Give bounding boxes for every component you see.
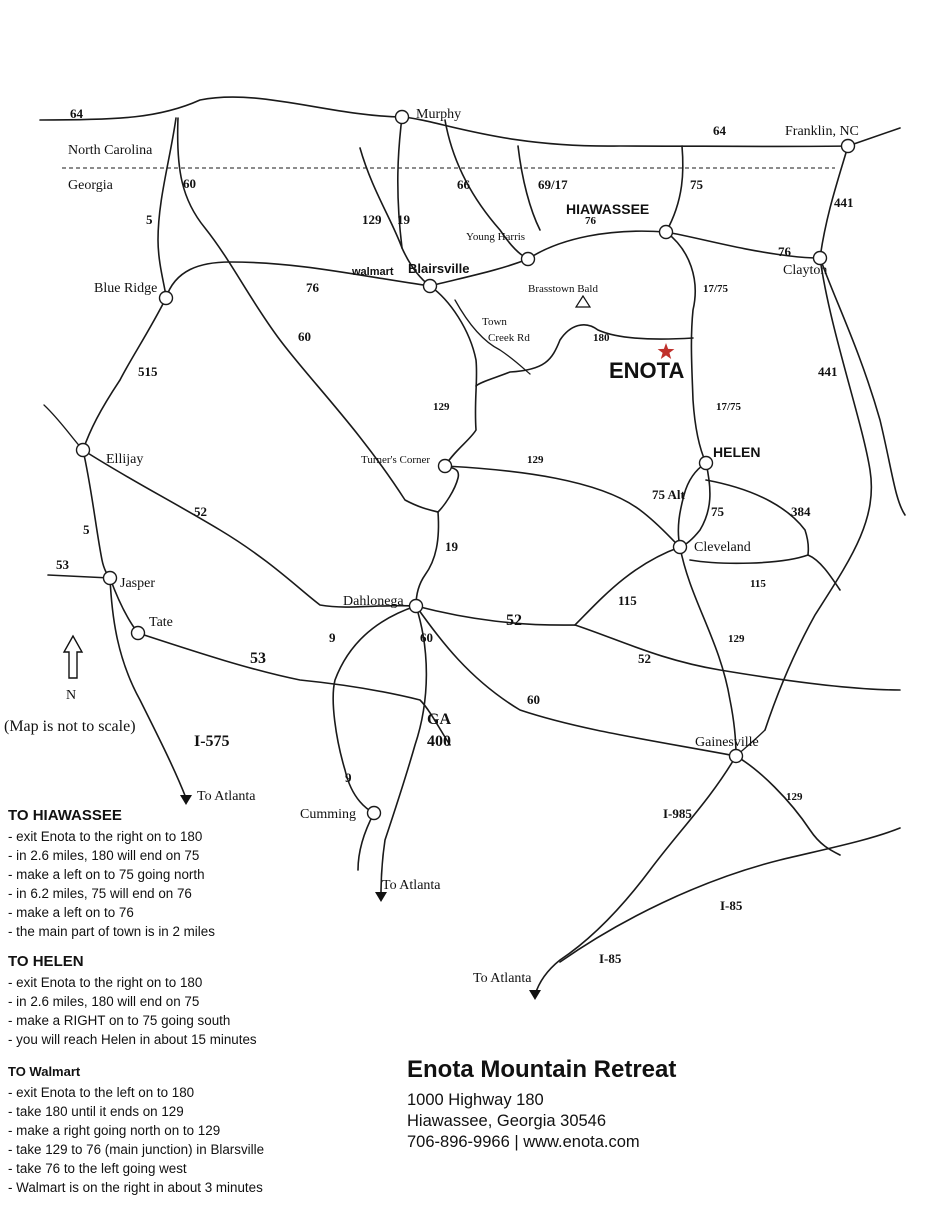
label-cumming: Cumming [300,807,357,822]
directions-steps [8,973,257,1049]
road-115 [575,547,680,625]
route-label-52-west: 52 [194,504,207,519]
label-north-carolina: North Carolina [68,143,153,158]
directions-step: - in 6.2 miles, 75 will end on 76 [8,886,192,901]
route-label-129-north: 129 [362,212,382,227]
directions-step: - Walmart is on the right in about 3 minutes [8,1180,263,1195]
route-label-115-east: 115 [750,578,766,590]
label-franklin: Franklin, NC [785,124,859,139]
road-69-17 [518,146,540,230]
town-marker-ellijay [77,444,90,457]
route-label-19-south: 19 [445,539,458,554]
road-441-south [820,258,905,515]
road-64 [40,97,900,146]
road-400 [381,606,426,895]
route-label-384: 384 [791,504,811,519]
road-441-mid [765,258,871,730]
directions-steps [8,827,215,941]
route-label-64-east: 64 [713,123,726,138]
road-9-lower [358,813,374,870]
road-19-south [416,512,438,606]
road-53-west [48,575,110,578]
arrow-up-icon [64,636,82,678]
label-murphy: Murphy [416,107,462,122]
route-label-52-southeast: 52 [638,651,651,666]
route-label-19-north: 19 [397,212,410,227]
road-60-north [178,118,438,512]
route-label-53-west: 53 [56,557,69,572]
town-marker-gainesville [730,750,743,763]
arrow-down-icon [529,990,541,1000]
route-label-76-west: 76 [306,280,319,295]
label-dahlonega: Dahlonega [343,594,404,609]
route-label-i85-south: I-85 [599,951,622,966]
route-label-60-north: 60 [183,176,196,191]
town-marker-turners-corner [439,460,452,473]
route-label-52-east: 52 [506,612,522,629]
road-129-cleveland [680,547,736,756]
town-marker-jasper [104,572,117,585]
directions-step: - make a right going north on to 129 [8,1123,221,1138]
directions-step: - take 129 to 76 (main junction) in Blarsville [8,1142,265,1157]
label-to-atlanta-3: To Atlanta [473,971,532,986]
town-markers [77,111,855,820]
road-60-south [416,606,736,756]
label-clayton: Clayton [783,263,828,278]
route-label-66: 66 [457,177,470,192]
directions-title: TO HIAWASSEE [8,807,122,824]
route-label-441-south: 441 [818,364,838,379]
arrow-down-icon [180,795,192,805]
road-52-east [416,606,900,690]
road-60-mid [438,466,458,512]
label-young-harris: Young Harris [466,231,526,243]
town-marker-franklin [842,140,855,153]
north-arrow [64,636,82,703]
route-label-5-south: 5 [83,522,90,537]
label-georgia: Georgia [68,178,113,193]
label-to-atlanta-2: To Atlanta [382,878,441,893]
road-75-alt [678,463,706,547]
label-walmart: walmart [352,266,394,278]
route-label-i575: I-575 [194,733,230,750]
directions-hiawassee [8,806,215,941]
route-label-515: 515 [138,364,158,379]
town-marker-murphy [396,111,409,124]
label-enota: ENOTA [609,358,685,383]
road-19-north [398,117,402,248]
road-ellijay-west [44,405,83,450]
route-label-75-north: 75 [690,177,703,192]
directions-step: - take 76 to the left going west [8,1161,187,1176]
directions-step: - you will reach Helen in about 15 minutes [8,1032,257,1047]
label-brasstown-bald: Brasstown Bald [528,283,598,295]
road-gainesville-east [736,756,840,855]
town-marker-cleveland [674,541,687,554]
directions-steps [8,1083,264,1197]
label-blairsville: Blairsville [408,261,470,276]
route-label-75-alt: 75 Alt [652,487,685,502]
scale-note: (Map is not to scale) [4,718,136,735]
directions-step: - in 2.6 miles, 180 will end on 75 [8,848,200,863]
label-jasper: Jasper [120,576,155,591]
route-label-60-mid: 60 [298,329,311,344]
directions-step: - exit Enota to the right on to 180 [8,829,203,844]
directions-step: - take 180 until it ends on 129 [8,1104,184,1119]
label-to-atlanta-1: To Atlanta [197,789,256,804]
route-label-115: 115 [618,593,637,608]
town-marker-cumming [368,807,381,820]
directions-step: - make a left on to 76 [8,905,134,920]
address-line-2: Hiawassee, Georgia 30546 [407,1112,607,1130]
road-129-east [445,466,680,547]
town-marker-blairsville [424,280,437,293]
directions-step: - exit Enota to the left on to 180 [8,1085,195,1100]
contact-line: 706-896-9966 | www.enota.com [407,1133,640,1151]
directions-step: - in 2.6 miles, 180 will end on 75 [8,994,200,1009]
route-label-129-east: 129 [527,454,544,466]
label-ellijay: Ellijay [106,452,144,467]
route-label-64-west: 64 [70,106,83,121]
label-gainesville: Gainesville [695,735,759,750]
route-label-9-north: 9 [329,630,336,645]
address-line-1: 1000 Highway 180 [407,1091,544,1109]
label-hiawassee: HIAWASSEE [566,201,650,217]
route-label-60-south: 60 [527,692,540,707]
town-marker-dahlonega [410,600,423,613]
directions-step: - exit Enota to the right on to 180 [8,975,203,990]
town-marker-blue-ridge [160,292,173,305]
road-17-75 [666,232,706,463]
north-letter: N [66,688,77,703]
label-helen: HELEN [713,444,761,460]
route-label-69-17: 69/17 [538,177,568,192]
star-icon [658,343,675,359]
road-75-north [666,146,683,232]
route-label-9-south: 9 [345,770,352,785]
road-75 [680,463,710,547]
route-label-i85-east: I-85 [720,898,743,913]
arrow-down-icon [375,892,387,902]
route-label-75-helen: 75 [711,504,724,519]
label-turners-corner: Turner's Corner [361,454,431,466]
route-label-76-hiawassee: 76 [585,215,596,227]
route-label-53: 53 [250,650,266,667]
road-129-south [430,286,477,466]
road-i575 [110,578,186,798]
label-cleveland: Cleveland [694,540,751,555]
directions-step: - the main part of town is in 2 miles [8,924,215,939]
route-label-441-north: 441 [834,195,854,210]
retreat-info [407,1054,676,1153]
triangle-icon [576,296,590,307]
route-label-60-dahlonega: 60 [420,630,433,645]
label-town: Town [482,316,507,328]
directions-step: - make a left on to 75 going north [8,867,205,882]
directions-walmart [8,1062,264,1197]
route-label-17-75-north: 17/75 [703,283,729,295]
label-tate: Tate [149,615,173,630]
directions-helen [8,952,257,1049]
route-label-129-gainesville: 129 [786,791,803,803]
town-marker-helen [700,457,713,470]
road-5-south [83,450,110,578]
town-marker-hiawassee [660,226,673,239]
route-label-129-town-creek: 129 [433,401,450,413]
road-53 [138,633,450,745]
route-label-180: 180 [593,332,610,344]
town-marker-young-harris [522,253,535,266]
directions-title: TO HELEN [8,953,84,970]
road-5-north [158,118,176,298]
route-label-129-cleveland: 129 [728,633,745,645]
route-label-5-north: 5 [146,212,153,227]
retreat-name: Enota Mountain Retreat [407,1056,677,1083]
route-label-17-75-south: 17/75 [716,401,742,413]
route-label-400: 400 [427,733,451,750]
route-label-76-clayton: 76 [778,244,791,259]
town-marker-tate [132,627,145,640]
route-label-i985: I-985 [663,806,692,821]
directions-step: - make a RIGHT on to 75 going south [8,1013,231,1028]
road-i85 [560,828,900,962]
label-blue-ridge: Blue Ridge [94,281,158,296]
route-label-ga: GA [427,711,451,728]
directions-title: TO Walmart [8,1064,81,1079]
label-creek-rd: Creek Rd [488,332,530,344]
